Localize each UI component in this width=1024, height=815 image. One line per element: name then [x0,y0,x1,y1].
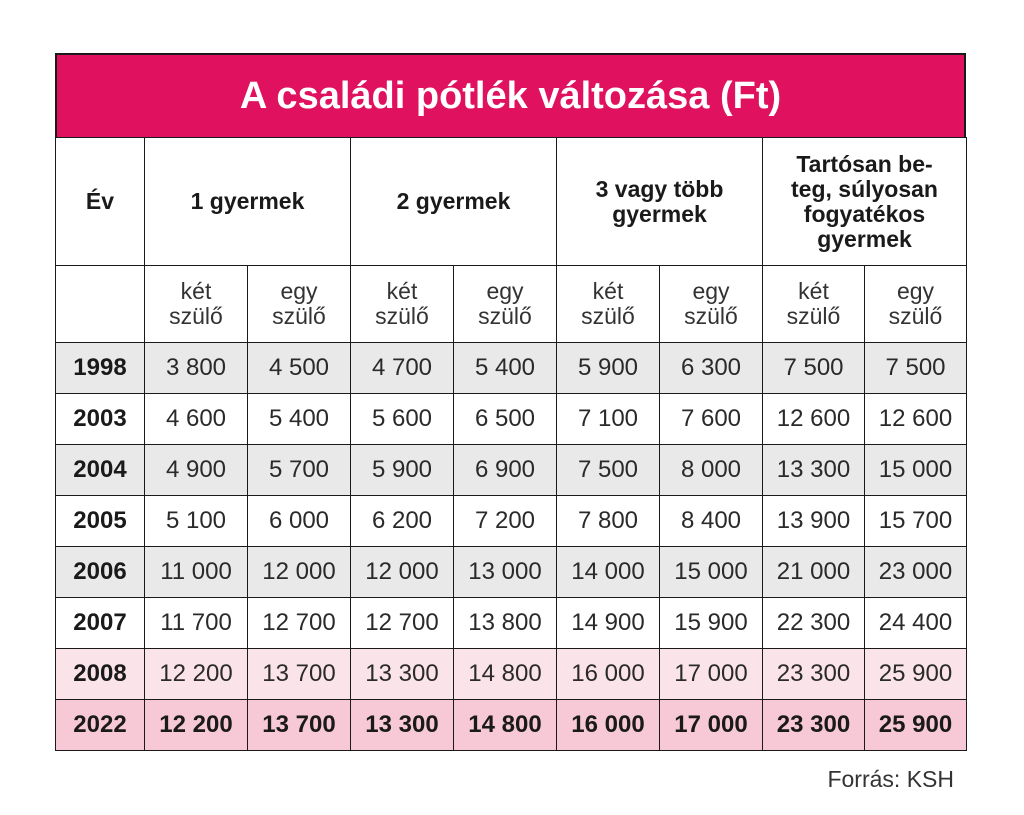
group-header: 1 gyermek [145,138,351,266]
value-cell: 7 800 [557,496,660,547]
value-cell: 15 900 [660,598,763,649]
value-cell: 5 400 [248,394,351,445]
value-cell: 13 000 [454,547,557,598]
value-cell: 21 000 [763,547,865,598]
value-cell: 12 000 [248,547,351,598]
value-cell: 13 800 [454,598,557,649]
value-cell: 17 000 [660,700,763,751]
year-cell: 2006 [56,547,145,598]
value-cell: 7 500 [865,343,967,394]
value-cell: 11 700 [145,598,248,649]
value-cell: 12 700 [351,598,454,649]
sub-header: egy szülő [454,266,557,343]
table-row [56,445,967,496]
value-cell: 5 900 [557,343,660,394]
value-cell: 13 300 [351,649,454,700]
sub-header: egy szülő [248,266,351,343]
value-cell: 5 600 [351,394,454,445]
table-title: A családi pótlék változása (Ft) [55,53,966,137]
value-cell: 13 700 [248,700,351,751]
value-cell: 14 000 [557,547,660,598]
value-cell: 6 500 [454,394,557,445]
value-cell: 23 000 [865,547,967,598]
year-cell: 2008 [56,649,145,700]
value-cell: 15 000 [865,445,967,496]
subheader-row [56,266,967,343]
value-cell: 7 200 [454,496,557,547]
value-cell: 14 800 [454,700,557,751]
empty-cell [56,266,145,343]
value-cell: 6 000 [248,496,351,547]
value-cell: 13 300 [763,445,865,496]
table-row [56,547,967,598]
value-cell: 8 000 [660,445,763,496]
value-cell: 8 400 [660,496,763,547]
value-cell: 25 900 [865,700,967,751]
value-cell: 16 000 [557,700,660,751]
value-cell: 25 900 [865,649,967,700]
table-row [56,394,967,445]
table-row [56,649,967,700]
value-cell: 11 000 [145,547,248,598]
sub-header: egy szülő [660,266,763,343]
value-cell: 5 900 [351,445,454,496]
value-cell: 12 600 [865,394,967,445]
value-cell: 14 800 [454,649,557,700]
sub-header: két szülő [763,266,865,343]
value-cell: 7 500 [557,445,660,496]
year-cell: 2007 [56,598,145,649]
table-row [56,700,967,751]
value-cell: 6 900 [454,445,557,496]
value-cell: 24 400 [865,598,967,649]
value-cell: 4 600 [145,394,248,445]
value-cell: 5 400 [454,343,557,394]
value-cell: 17 000 [660,649,763,700]
sub-header: egy szülő [865,266,967,343]
value-cell: 14 900 [557,598,660,649]
year-cell: 1998 [56,343,145,394]
value-cell: 12 200 [145,649,248,700]
sub-header: két szülő [351,266,454,343]
value-cell: 6 300 [660,343,763,394]
value-cell: 6 200 [351,496,454,547]
header-row [56,138,967,266]
value-cell: 13 900 [763,496,865,547]
value-cell: 3 800 [145,343,248,394]
value-cell: 5 700 [248,445,351,496]
table-graphic [55,53,966,751]
group-header: 3 vagy több gyermek [557,138,763,266]
allowance-table [55,137,967,751]
value-cell: 15 700 [865,496,967,547]
value-cell: 13 300 [351,700,454,751]
year-cell: 2022 [56,700,145,751]
value-cell: 7 100 [557,394,660,445]
value-cell: 4 500 [248,343,351,394]
value-cell: 15 000 [660,547,763,598]
year-header: Év [56,138,145,266]
table-row [56,496,967,547]
table-row [56,343,967,394]
value-cell: 23 300 [763,700,865,751]
group-header: 2 gyermek [351,138,557,266]
year-cell: 2005 [56,496,145,547]
year-cell: 2003 [56,394,145,445]
table-row [56,598,967,649]
value-cell: 23 300 [763,649,865,700]
year-cell: 2004 [56,445,145,496]
value-cell: 22 300 [763,598,865,649]
sub-header: két szülő [557,266,660,343]
value-cell: 4 900 [145,445,248,496]
value-cell: 16 000 [557,649,660,700]
value-cell: 12 000 [351,547,454,598]
value-cell: 12 700 [248,598,351,649]
group-header: Tartósan be-teg, súlyosan fogyatékos gyermek [763,138,967,266]
value-cell: 4 700 [351,343,454,394]
sub-header: két szülő [145,266,248,343]
value-cell: 12 200 [145,700,248,751]
source-note: Forrás: KSH [827,766,954,792]
value-cell: 12 600 [763,394,865,445]
value-cell: 7 600 [660,394,763,445]
value-cell: 13 700 [248,649,351,700]
value-cell: 5 100 [145,496,248,547]
value-cell: 7 500 [763,343,865,394]
